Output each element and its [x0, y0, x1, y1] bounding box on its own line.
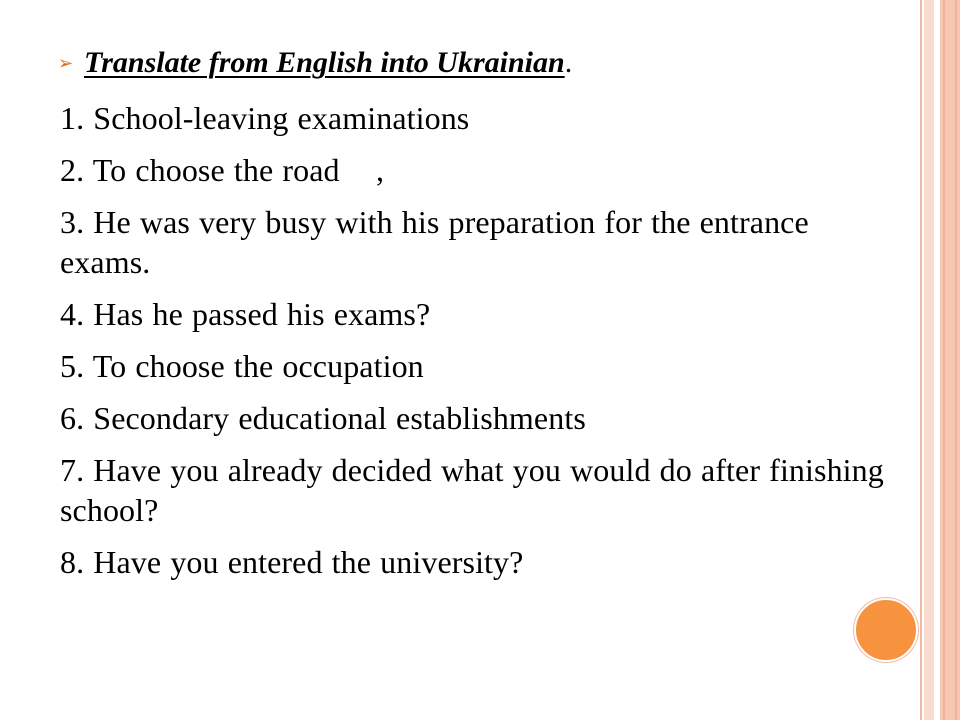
slide-heading	[60, 46, 900, 90]
decor-stripe	[924, 0, 934, 720]
decor-stripe	[955, 0, 957, 720]
list-item: 5. To choose the occupation	[60, 348, 424, 384]
exercise-list	[60, 98, 900, 582]
list-item: 1. School-leaving examinations	[60, 100, 470, 136]
decor-circle	[854, 598, 918, 662]
list-item: 7. Have you already decided what you would do after finishing school?	[60, 452, 884, 528]
heading-period: .	[564, 46, 573, 79]
decor-stripe	[920, 0, 922, 720]
list-item: 3. He was very busy with his preparation for the entrance exams.	[60, 204, 809, 280]
list-item: 8. Have you entered the university?	[60, 544, 524, 580]
list-item: 4. Has he passed his exams?	[60, 296, 431, 332]
arrow-bullet-icon: ➢	[58, 53, 74, 74]
list-item: 2. To choose the road ,	[60, 152, 385, 188]
list-item: 6. Secondary educational establishments	[60, 400, 586, 436]
decor-stripe	[943, 0, 945, 720]
slide-content	[60, 46, 900, 594]
heading-text: Translate from English into Ukrainian	[84, 46, 565, 79]
